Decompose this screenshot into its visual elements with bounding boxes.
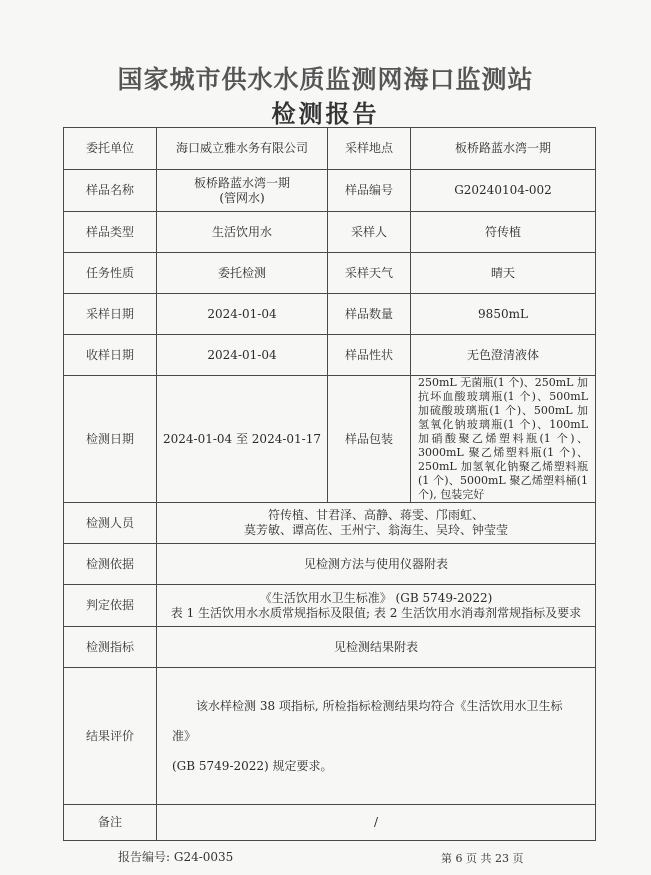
- sample-no-value: G20240104-002: [411, 170, 596, 212]
- weather-value: 晴天: [411, 253, 596, 294]
- table-row: [64, 253, 596, 294]
- sample-name-label: 样品名称: [64, 170, 157, 212]
- sample-name-line: 板桥路蓝水湾一期: [193, 175, 290, 190]
- table-row: [64, 128, 596, 170]
- package-label: 样品包装: [328, 376, 411, 503]
- test-date-value: 2024-01-04 至 2024-01-17: [157, 376, 328, 503]
- sampler-value: 符传植: [411, 212, 596, 253]
- client-value: 海口威立雅水务有限公司: [157, 128, 328, 170]
- result-label: 结果评价: [64, 668, 157, 805]
- character-label: 样品性状: [328, 335, 411, 376]
- received-date-value: 2024-01-04: [157, 335, 328, 376]
- page-number: 第 6 页 共 23 页: [441, 852, 524, 865]
- table-row: [64, 212, 596, 253]
- basis-label: 检测依据: [64, 544, 157, 585]
- quantity-value: 9850mL: [411, 294, 596, 335]
- personnel-line: 符传植、甘君泽、高静、蒋雯、邝雨虹、: [267, 508, 484, 522]
- judgement-line: 表 1 生活饮用水水质常规指标及限值; 表 2 生活饮用水消毒剂常规指标及要求: [170, 605, 582, 620]
- document-title: 检测报告: [271, 99, 380, 128]
- table-row: [64, 376, 596, 503]
- character-value: 无色澄清液体: [411, 335, 596, 376]
- table-row: [64, 503, 596, 544]
- sampling-date-label: 采样日期: [64, 294, 157, 335]
- received-date-label: 收样日期: [64, 335, 157, 376]
- table-row: [64, 627, 596, 668]
- task-value: 委托检测: [157, 253, 328, 294]
- sample-name-line: (管网水): [219, 190, 265, 205]
- result-line: (GB 5749-2022) 规定要求。: [172, 759, 333, 773]
- result-value: [160, 691, 592, 781]
- indicator-value: 见检测结果附表: [157, 627, 596, 668]
- sampler-label: 采样人: [328, 212, 411, 253]
- client-label: 委托单位: [64, 128, 157, 170]
- package-value: 250mL 无菌瓶(1 个)、250mL 加抗坏血酸玻璃瓶(1 个)、500mL 加硫酸玻璃瓶(1 个)、500mL 加氢氧化钠玻璃瓶(1 个)、100mL 加硝酸聚乙烯塑料瓶(1 个)、3000mL 聚乙烯塑料瓶(1 个)、250mL 加氢氧化钠聚乙烯塑料瓶(1 个)、5000mL 聚乙烯塑料桶(1 个), 包装完好: [418, 376, 588, 501]
- report-table: [63, 127, 596, 841]
- table-row: [64, 668, 596, 805]
- judgement-label: 判定依据: [64, 585, 157, 627]
- site-label: 采样地点: [328, 128, 411, 170]
- task-label: 任务性质: [64, 253, 157, 294]
- table-row: [64, 805, 596, 841]
- table-row: [64, 170, 596, 212]
- test-date-label: 检测日期: [64, 376, 157, 503]
- remarks-value: /: [157, 805, 596, 841]
- personnel-value: [157, 503, 596, 544]
- sample-name-value: [157, 170, 328, 212]
- package-cell: [411, 376, 596, 503]
- weather-label: 采样天气: [328, 253, 411, 294]
- sample-type-value: 生活饮用水: [157, 212, 328, 253]
- sampling-date-value: 2024-01-04: [157, 294, 328, 335]
- site-value: 板桥路蓝水湾一期: [411, 128, 596, 170]
- sample-no-label: 样品编号: [328, 170, 411, 212]
- table-row: [64, 585, 596, 627]
- report-number: 报告编号: G24-0035: [118, 850, 234, 864]
- remarks-label: 备注: [64, 805, 157, 841]
- personnel-line: 莫芳敏、谭高佐、王州宁、翁海生、吴玲、钟莹莹: [243, 523, 508, 537]
- result-cell: [157, 668, 596, 805]
- table-row: [64, 335, 596, 376]
- table-row: [64, 294, 596, 335]
- basis-value: 见检测方法与使用仪器附表: [157, 544, 596, 585]
- result-line: 该水样检测 38 项指标, 所检指标检测结果均符合《生活饮用水卫生标准》: [172, 699, 563, 743]
- indicator-label: 检测指标: [64, 627, 157, 668]
- sample-type-label: 样品类型: [64, 212, 157, 253]
- judgement-value: [157, 585, 596, 627]
- personnel-label: 检测人员: [64, 503, 157, 544]
- judgement-line: 《生活饮用水卫生标准》 (GB 5749-2022): [259, 590, 493, 605]
- table-row: [64, 544, 596, 585]
- organization-title: 国家城市供水水质监测网海口监测站: [117, 65, 534, 94]
- quantity-label: 样品数量: [328, 294, 411, 335]
